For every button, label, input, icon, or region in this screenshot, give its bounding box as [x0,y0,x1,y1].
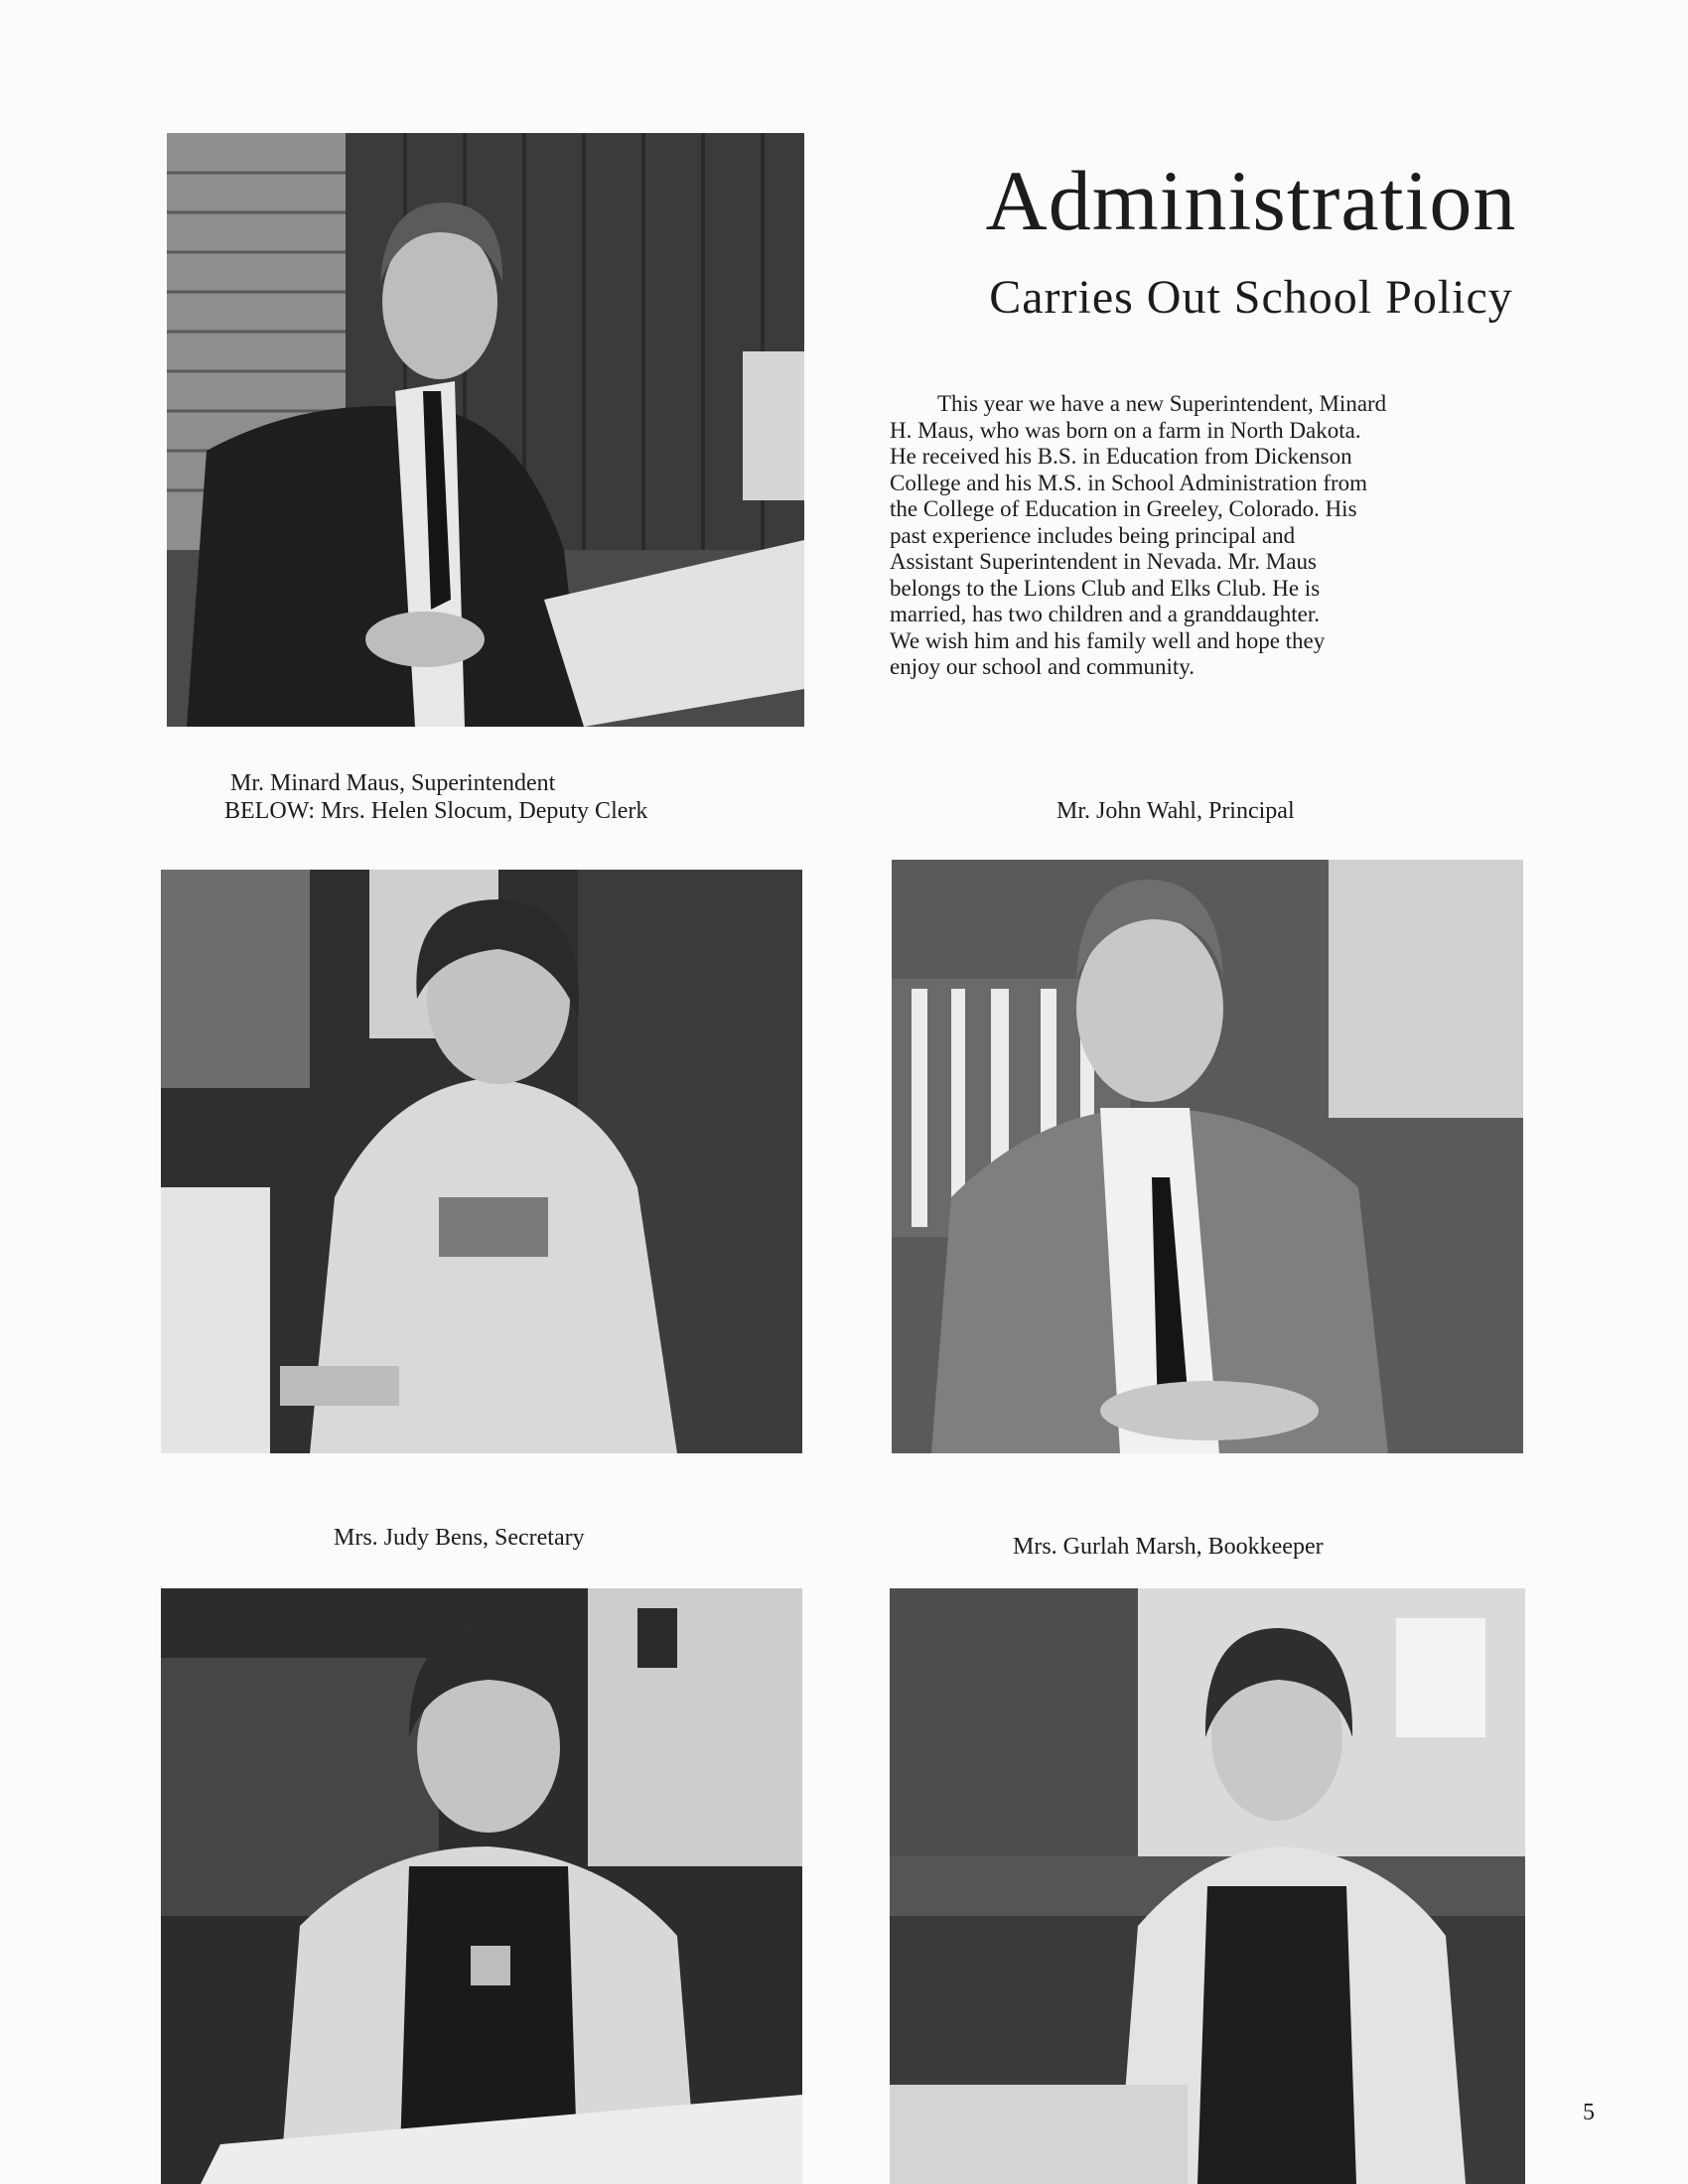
body-line: belongs to the Lions Club and Elks Club. He is [890,575,1321,601]
body-line: H. Maus, who was born on a farm in North Dakota. [890,417,1361,443]
page-title: Administration [985,153,1517,248]
body-line: We wish him and his family well and hope they [890,627,1326,653]
photo-bookkeeper [890,1588,1525,2184]
caption-principal: Mr. John Wahl, Principal [1056,798,1295,824]
photo-deputy-clerk [161,870,802,1453]
caption-bookkeeper: Mrs. Gurlah Marsh, Bookkeeper [1013,1534,1324,1560]
body-line: He received his B.S. in Education from Dickenson [890,444,1352,469]
caption-secretary: Mrs. Judy Bens, Secretary [334,1525,585,1551]
body-line: This year we have a new Superintendent, Minard [937,391,1387,416]
body-line: enjoy our school and community. [890,654,1196,679]
caption-superintendent: Mr. Minard Maus, Superintendent [230,770,556,796]
photo-secretary [161,1588,802,2184]
body-paragraph [890,391,1525,681]
body-line: past experience includes being principal and [890,522,1296,548]
photo-principal [892,860,1523,1453]
page-number: 5 [1583,2100,1595,2125]
page-subtitle: Carries Out School Policy [989,271,1513,324]
body-line: College and his M.S. in School Administration from [890,470,1368,495]
photo-superintendent [167,133,804,727]
body-line: the College of Education in Greeley, Colorado. His [890,496,1357,521]
body-line: married, has two children and a granddaughter. [890,602,1321,626]
caption-deputy-clerk: BELOW: Mrs. Helen Slocum, Deputy Clerk [224,798,648,824]
body-line: Assistant Superintendent in Nevada. Mr. Maus [890,549,1317,574]
